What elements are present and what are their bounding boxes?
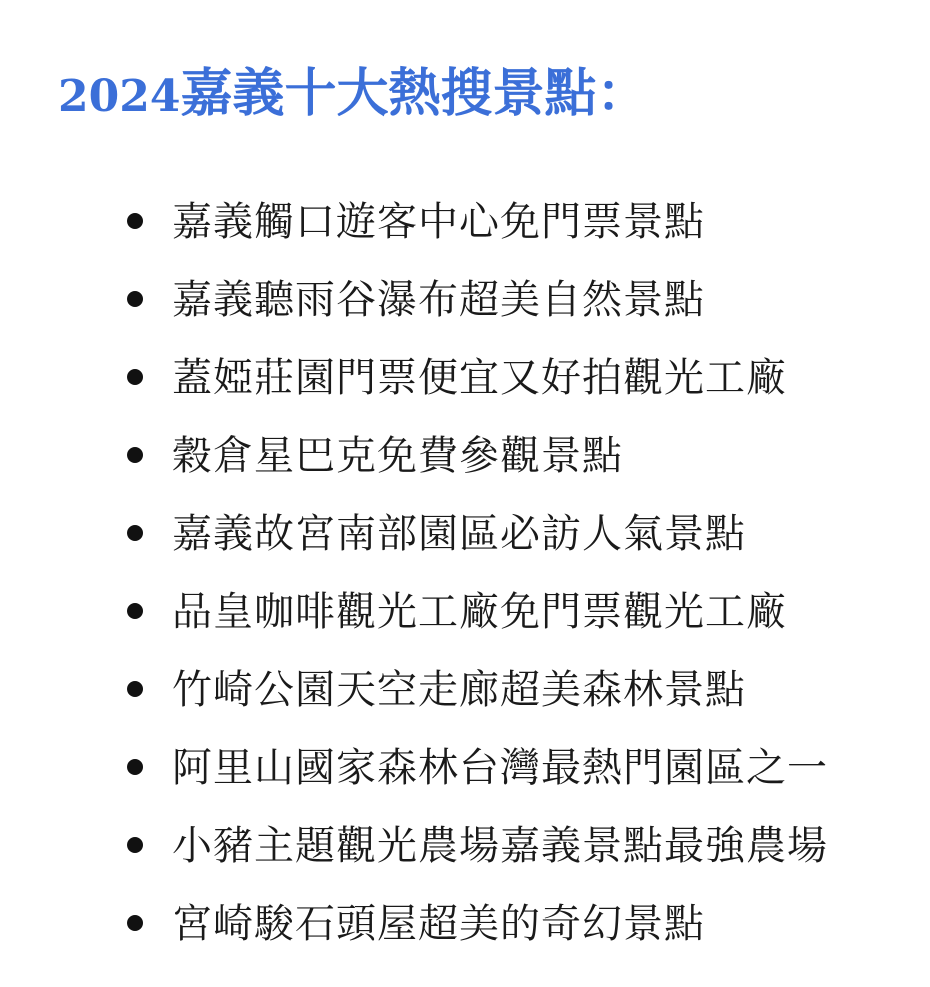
list-item-label: 嘉義觸口遊客中心免門票景點	[172, 199, 705, 245]
bullet-icon	[127, 213, 143, 229]
attraction-list	[0, 189, 930, 969]
list-item	[0, 267, 930, 345]
heading-text: 嘉義十大熱搜景點：	[180, 63, 649, 124]
bullet-icon	[127, 759, 143, 775]
bullet-icon	[127, 525, 143, 541]
list-item	[0, 345, 930, 423]
bullet-icon	[127, 291, 143, 307]
list-item	[0, 501, 930, 579]
list-item	[0, 657, 930, 735]
list-item	[0, 735, 930, 813]
list-item-label: 嘉義聽雨谷瀑布超美自然景點	[172, 277, 705, 323]
list-item	[0, 813, 930, 891]
bullet-icon	[127, 603, 143, 619]
list-item-label: 竹崎公園天空走廊超美森林景點	[172, 667, 746, 713]
bullet-icon	[127, 915, 143, 931]
list-item-label: 蓋婭莊園門票便宜又好拍觀光工廠	[172, 355, 787, 401]
list-item-label: 小豬主題觀光農場嘉義景點最強農場	[172, 823, 828, 869]
list-item	[0, 891, 930, 969]
list-item-label: 阿里山國家森林台灣最熱門園區之一	[172, 745, 828, 791]
list-item-label: 品皇咖啡觀光工廠免門票觀光工廠	[172, 589, 787, 635]
list-item	[0, 189, 930, 267]
list-item-label: 宮崎駿石頭屋超美的奇幻景點	[172, 901, 705, 947]
heading-year: 2024	[58, 71, 181, 122]
bullet-icon	[127, 447, 143, 463]
list-item	[0, 423, 930, 501]
list-item-label: 嘉義故宮南部園區必訪人氣景點	[172, 511, 746, 557]
bullet-icon	[127, 369, 143, 385]
list-item-label: 穀倉星巴克免費參觀景點	[172, 433, 623, 479]
bullet-icon	[127, 681, 143, 697]
section-heading	[58, 62, 648, 129]
bullet-icon	[127, 837, 143, 853]
list-item	[0, 579, 930, 657]
